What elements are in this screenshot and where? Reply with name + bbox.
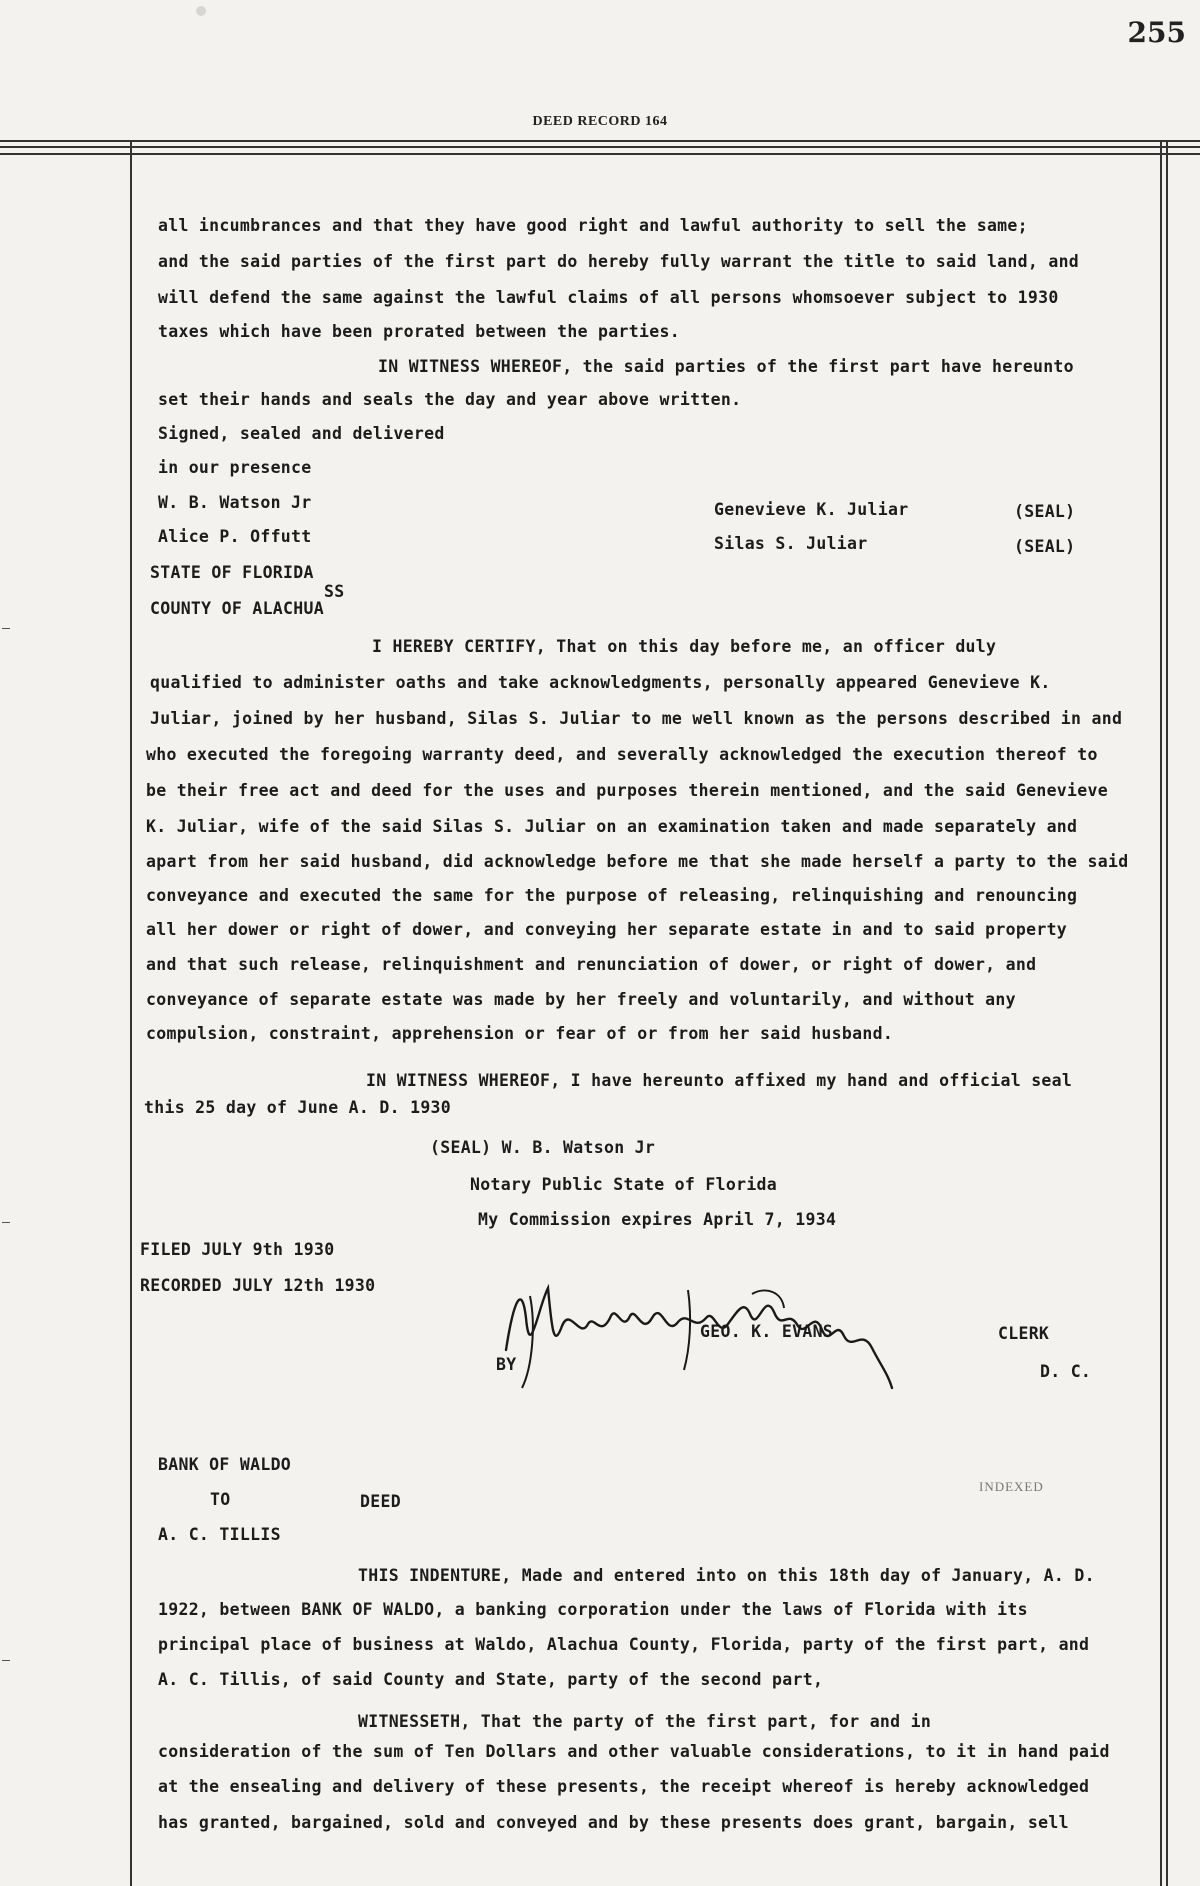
grantor-name: Genevieve K. Juliar	[714, 500, 909, 519]
margin-tick	[2, 1222, 10, 1223]
text-line: will defend the same against the lawful claims of all persons whomsoever subject to 1930	[158, 288, 1059, 307]
text-line: K. Juliar, wife of the said Silas S. Juliar on an examination taken and made separately and	[146, 817, 1078, 836]
seal-mark: (SEAL)	[1014, 502, 1076, 521]
commission-expiry: My Commission expires April 7, 1934	[478, 1210, 837, 1229]
state-line: STATE OF FLORIDA	[150, 563, 314, 582]
text-line: Juliar, joined by her husband, Silas S. Juliar to me well known as the persons described in and	[150, 709, 1123, 728]
clerk-title: CLERK	[998, 1324, 1050, 1343]
filed-date: FILED JULY 9th 1930	[140, 1240, 335, 1259]
right-margin-line	[1160, 140, 1162, 1886]
margin-tick	[2, 1660, 10, 1661]
grantee-party: A. C. TILLIS	[158, 1525, 281, 1544]
left-margin-line	[130, 140, 132, 1886]
page-number: 255	[1127, 16, 1186, 49]
text-line: and that such release, relinquishment and renunciation of dower, or right of dower, and	[146, 955, 1037, 974]
right-margin-line-outer	[1166, 140, 1168, 1886]
text-line: I HEREBY CERTIFY, That on this day before me, an officer duly	[372, 637, 997, 656]
text-line: all her dower or right of dower, and conveying her separate estate in and to said property	[146, 920, 1068, 939]
margin-tick	[2, 628, 10, 629]
text-line: Signed, sealed and delivered	[158, 424, 445, 443]
text-line: has granted, bargained, sold and conveyed and by these presents does grant, bargain, sell	[158, 1813, 1069, 1832]
witness-name: W. B. Watson Jr	[158, 493, 312, 512]
county-line: COUNTY OF ALACHUA	[150, 599, 324, 618]
grantor-party: BANK OF WALDO	[158, 1455, 292, 1474]
text-line: THIS INDENTURE, Made and entered into on this 18th day of January, A. D.	[358, 1566, 1095, 1585]
deputy-clerk-label: D. C.	[1040, 1362, 1092, 1381]
grantor-name: Silas S. Juliar	[714, 534, 868, 553]
handwritten-signature	[492, 1278, 902, 1408]
to-label: TO	[210, 1490, 231, 1509]
seal-mark: (SEAL)	[1014, 537, 1076, 556]
text-line: who executed the foregoing warranty deed, and severally acknowledged the execution thereof to	[146, 745, 1098, 764]
text-line: be their free act and deed for the uses and purposes therein mentioned, and the said Genevieve	[146, 781, 1108, 800]
header-rule-1	[0, 140, 1200, 142]
header-rule-3	[0, 153, 1200, 155]
by-label: BY	[496, 1355, 517, 1374]
text-line: IN WITNESS WHEREOF, the said parties of the first part have hereunto	[378, 357, 1074, 376]
text-line: at the ensealing and delivery of these presents, the receipt whereof is hereby acknowledged	[158, 1777, 1090, 1796]
deed-label: DEED	[360, 1492, 401, 1511]
text-line: apart from her said husband, did acknowledge before me that she made herself a party to the said	[146, 852, 1129, 871]
text-line: conveyance and executed the same for the purpose of releasing, relinquishing and renouncing	[146, 886, 1078, 905]
clerk-name: GEO. K. EVANS	[700, 1322, 834, 1341]
text-line: principal place of business at Waldo, Alachua County, Florida, party of the first part, and	[158, 1635, 1090, 1654]
binder-punch-hole	[196, 6, 206, 16]
text-line: and the said parties of the first part do hereby fully warrant the title to said land, and	[158, 252, 1080, 271]
text-line: compulsion, constraint, apprehension or fear of or from her said husband.	[146, 1024, 894, 1043]
text-line: in our presence	[158, 458, 312, 477]
record-title: DEED RECORD 164	[532, 114, 668, 129]
text-line: 1922, between BANK OF WALDO, a banking corporation under the laws of Florida with its	[158, 1600, 1028, 1619]
ss-mark: SS	[324, 582, 345, 601]
notary-signature-line: (SEAL) W. B. Watson Jr	[430, 1138, 656, 1157]
text-line: all incumbrances and that they have good right and lawful authority to sell the same;	[158, 216, 1028, 235]
witness-name: Alice P. Offutt	[158, 527, 312, 546]
text-line: consideration of the sum of Ten Dollars and other valuable considerations, to it in hand paid	[158, 1742, 1110, 1761]
text-line: taxes which have been prorated between the parties.	[158, 322, 680, 341]
header-rule-2	[0, 146, 1200, 148]
text-line: A. C. Tillis, of said County and State, party of the second part,	[158, 1670, 824, 1689]
text-line: WITNESSETH, That the party of the first part, for and in	[358, 1712, 932, 1731]
text-line: this 25 day of June A. D. 1930	[144, 1098, 452, 1117]
text-line: qualified to administer oaths and take acknowledgments, personally appeared Genevieve K.	[150, 673, 1051, 692]
indexed-stamp: INDEXED	[979, 1479, 1044, 1494]
text-line: conveyance of separate estate was made by her freely and voluntarily, and without any	[146, 990, 1016, 1009]
notary-title: Notary Public State of Florida	[470, 1175, 778, 1194]
text-line: set their hands and seals the day and year above written.	[158, 390, 742, 409]
recorded-date: RECORDED JULY 12th 1930	[140, 1276, 376, 1295]
text-line: IN WITNESS WHEREOF, I have hereunto affixed my hand and official seal	[366, 1071, 1073, 1090]
